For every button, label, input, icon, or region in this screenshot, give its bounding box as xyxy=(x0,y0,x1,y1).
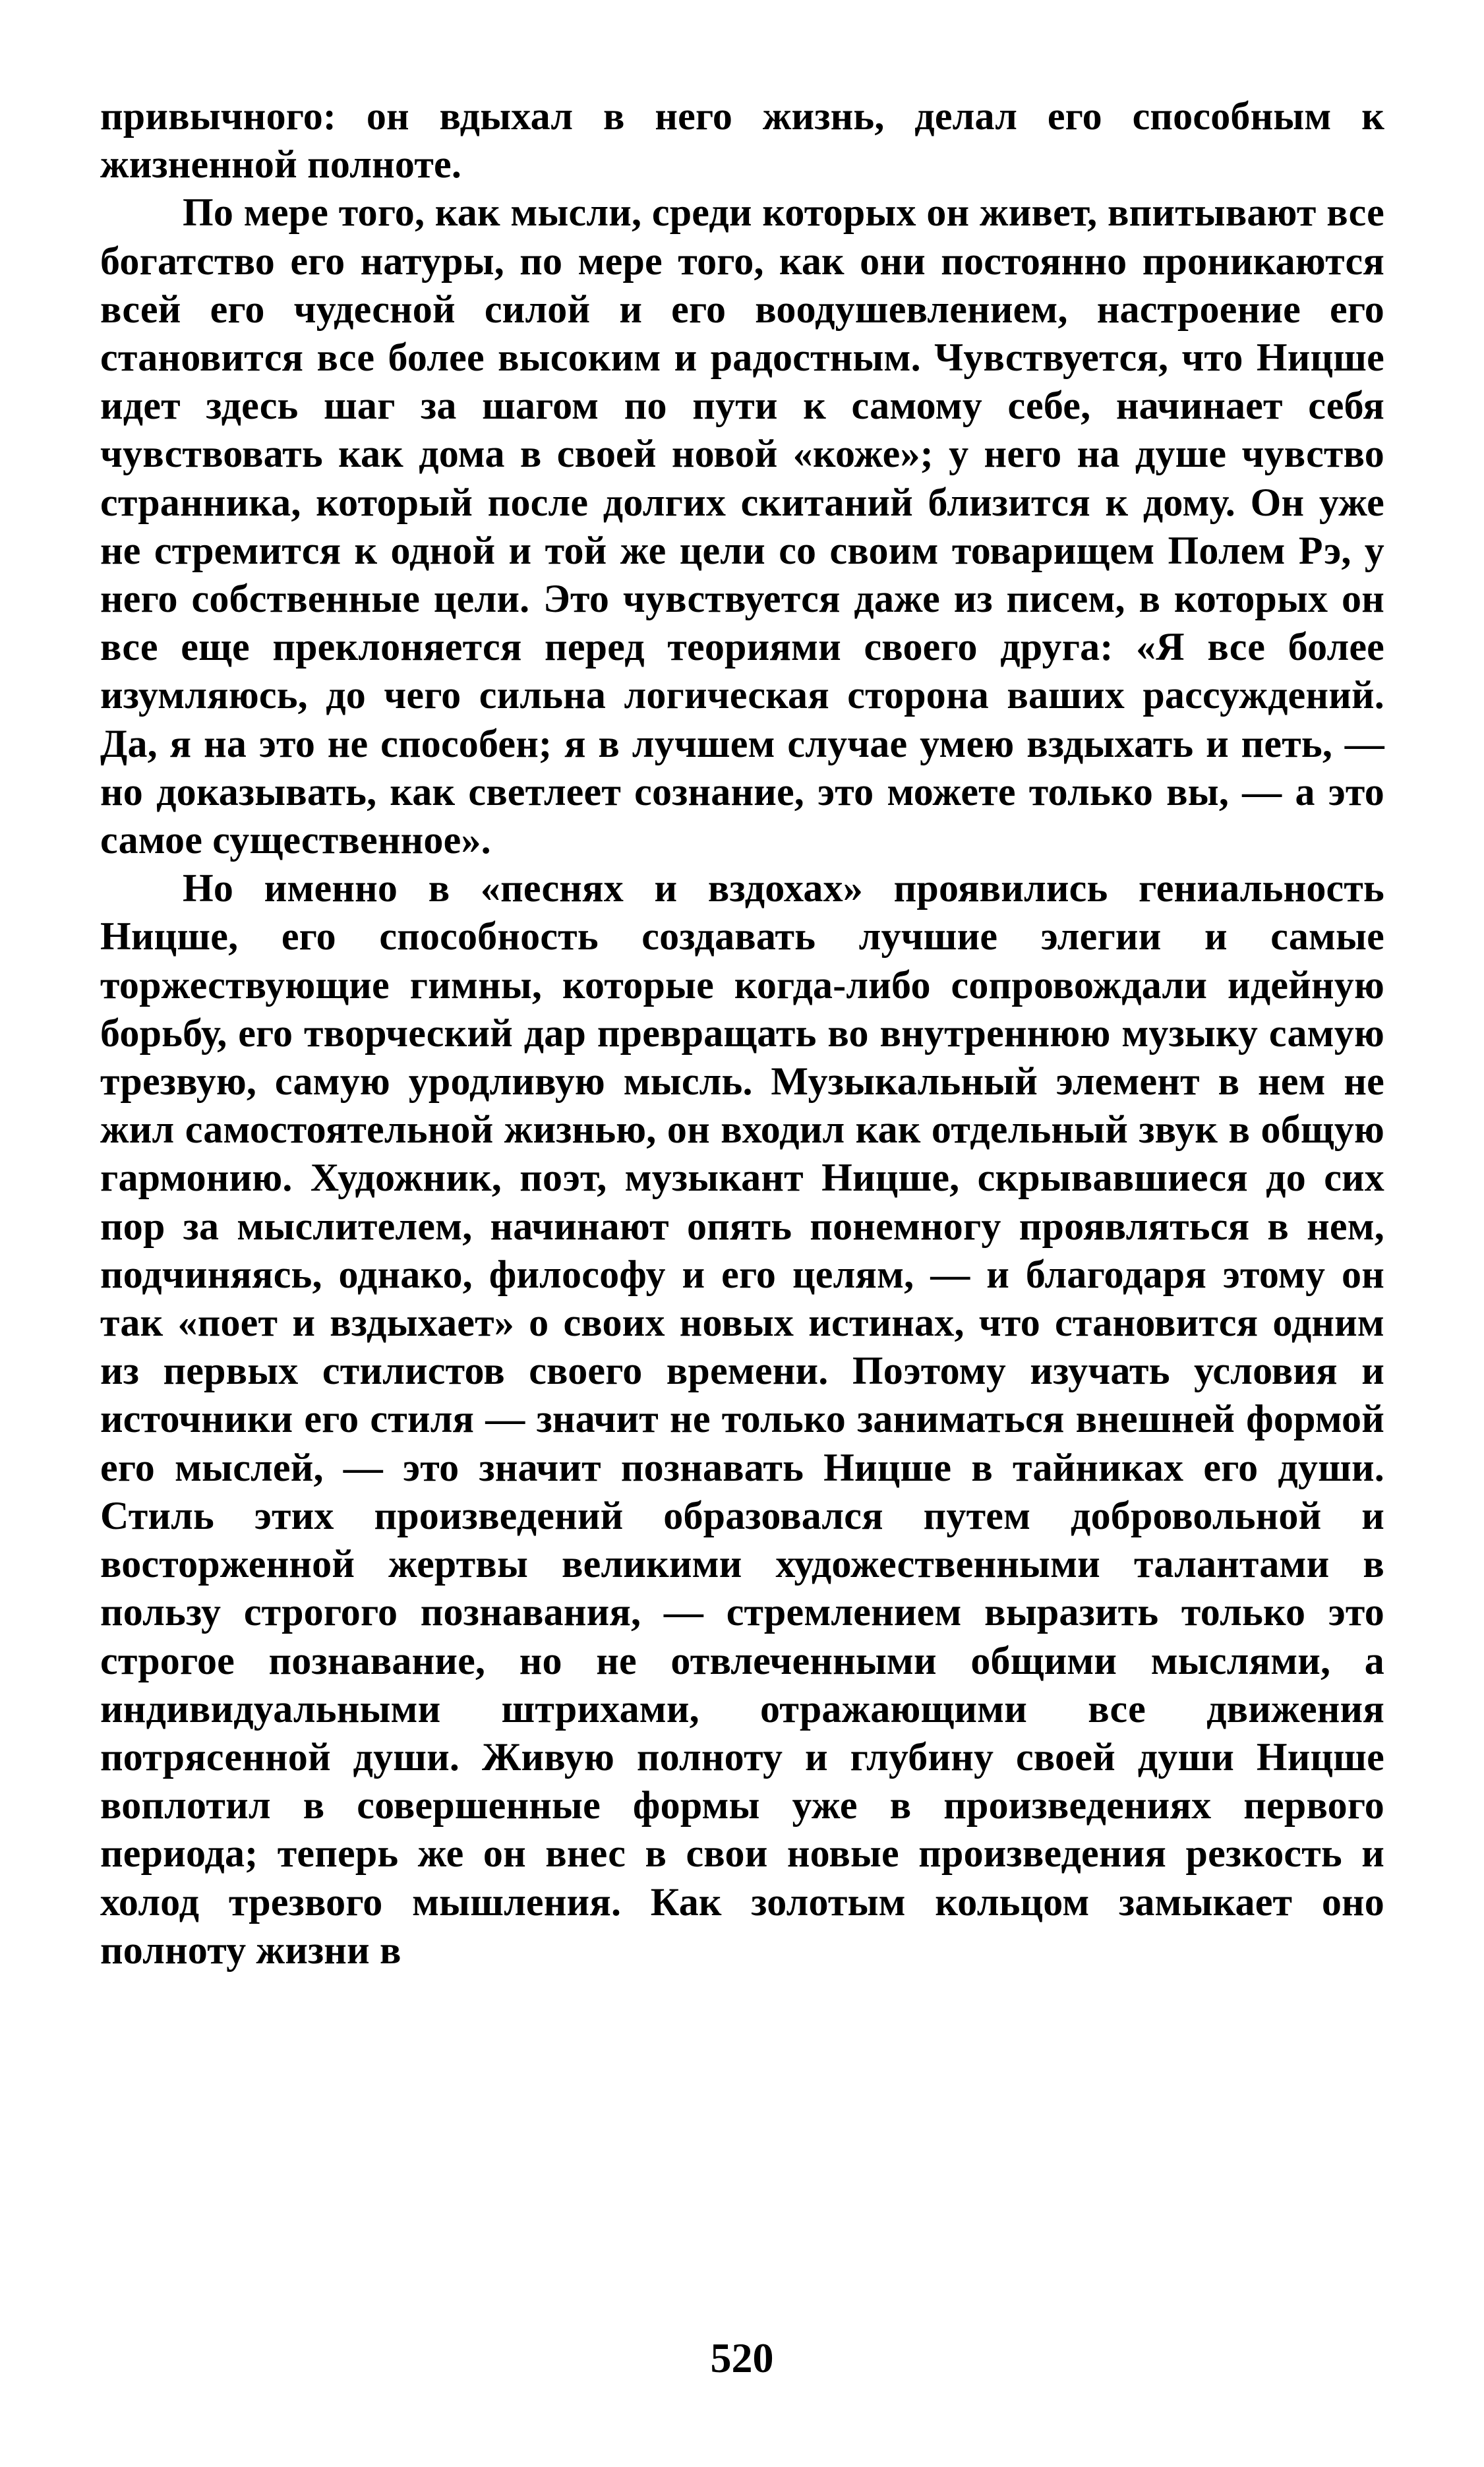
paragraph-1: привычного: он вдыхал в него жизнь, делал его способным к жизненной полноте. xyxy=(100,94,1384,187)
page-number: 520 xyxy=(710,2334,774,2381)
paragraph-3: Но именно в «песнях и вздохах» проявились гениальность Ницше, его способность создавать лучшие элегии и самые торжествующие гимны, которые когда-либо сопровождали идейную борьбу, его творческий дар превращать во внутреннюю музыку самую трезвую, самую уродливую мысль. Музыкальный элемент в нем не жил самостоятельной жизнью, он входил как отдельный звук в общую гармонию. Художник, поэт, музыкант Ницше, скрывавшиеся до сих пор за мыслителем, начинают опять понемногу проявляться в нем, подчиняясь, однако, философу и его целям, — и благодаря этому он так «поет и вздыхает» о своих новых истинах, что становится одним из первых стилистов своего времени. Поэтому изучать условия и источники его стиля — значит не только заниматься внешней формой его мыслей, — это значит познавать Ницше в тайниках его души. Стиль этих произведений образовался путем добровольной и восторженной жертвы великими художественными талантами в пользу строгого познавания, — стремлением выразить только это строгое познавание, но не отвлеченными общими мыслями, а индивидуальными штрихами, отражающими все движения потрясенной души. Живую полноту и глубину своей души Ницше воплотил в совершенные формы уже в произведениях первого периода; теперь же он внес в свои новые произведения резкость и холод трезвого мышления. Как золотым кольцом замыкает оно полноту жизни в xyxy=(100,866,1384,1972)
page-text xyxy=(100,92,1384,1975)
paragraph-2: По мере того, как мысли, среди которых он живет, впитывают все богатство его натуры, по мере того, как они постоянно проникаются всей его чудесной силой и его воодушевлением, настроение его становится все более высоким и радостным. Чувствуется, что Ницше идет здесь шаг за шагом по пути к самому себе, начинает себя чувствовать как дома в своей новой «коже»; у него на душе чувство странника, который после долгих скитаний близится к дому. Он уже не стремится к одной и той же цели со своим товарищем Полем Рэ, у него собственные цели. Это чувствуется даже из писем, в которых он все еще преклоняется перед теориями своего друга: «Я все более изумляюсь, до чего сильна логическая сторона ваших рассуждений. Да, я на это не способен; я в лучшем случае умею вздыхать и петь, — но доказывать, как светлеет сознание, это можете только вы, — а это самое существенное». xyxy=(100,191,1384,862)
